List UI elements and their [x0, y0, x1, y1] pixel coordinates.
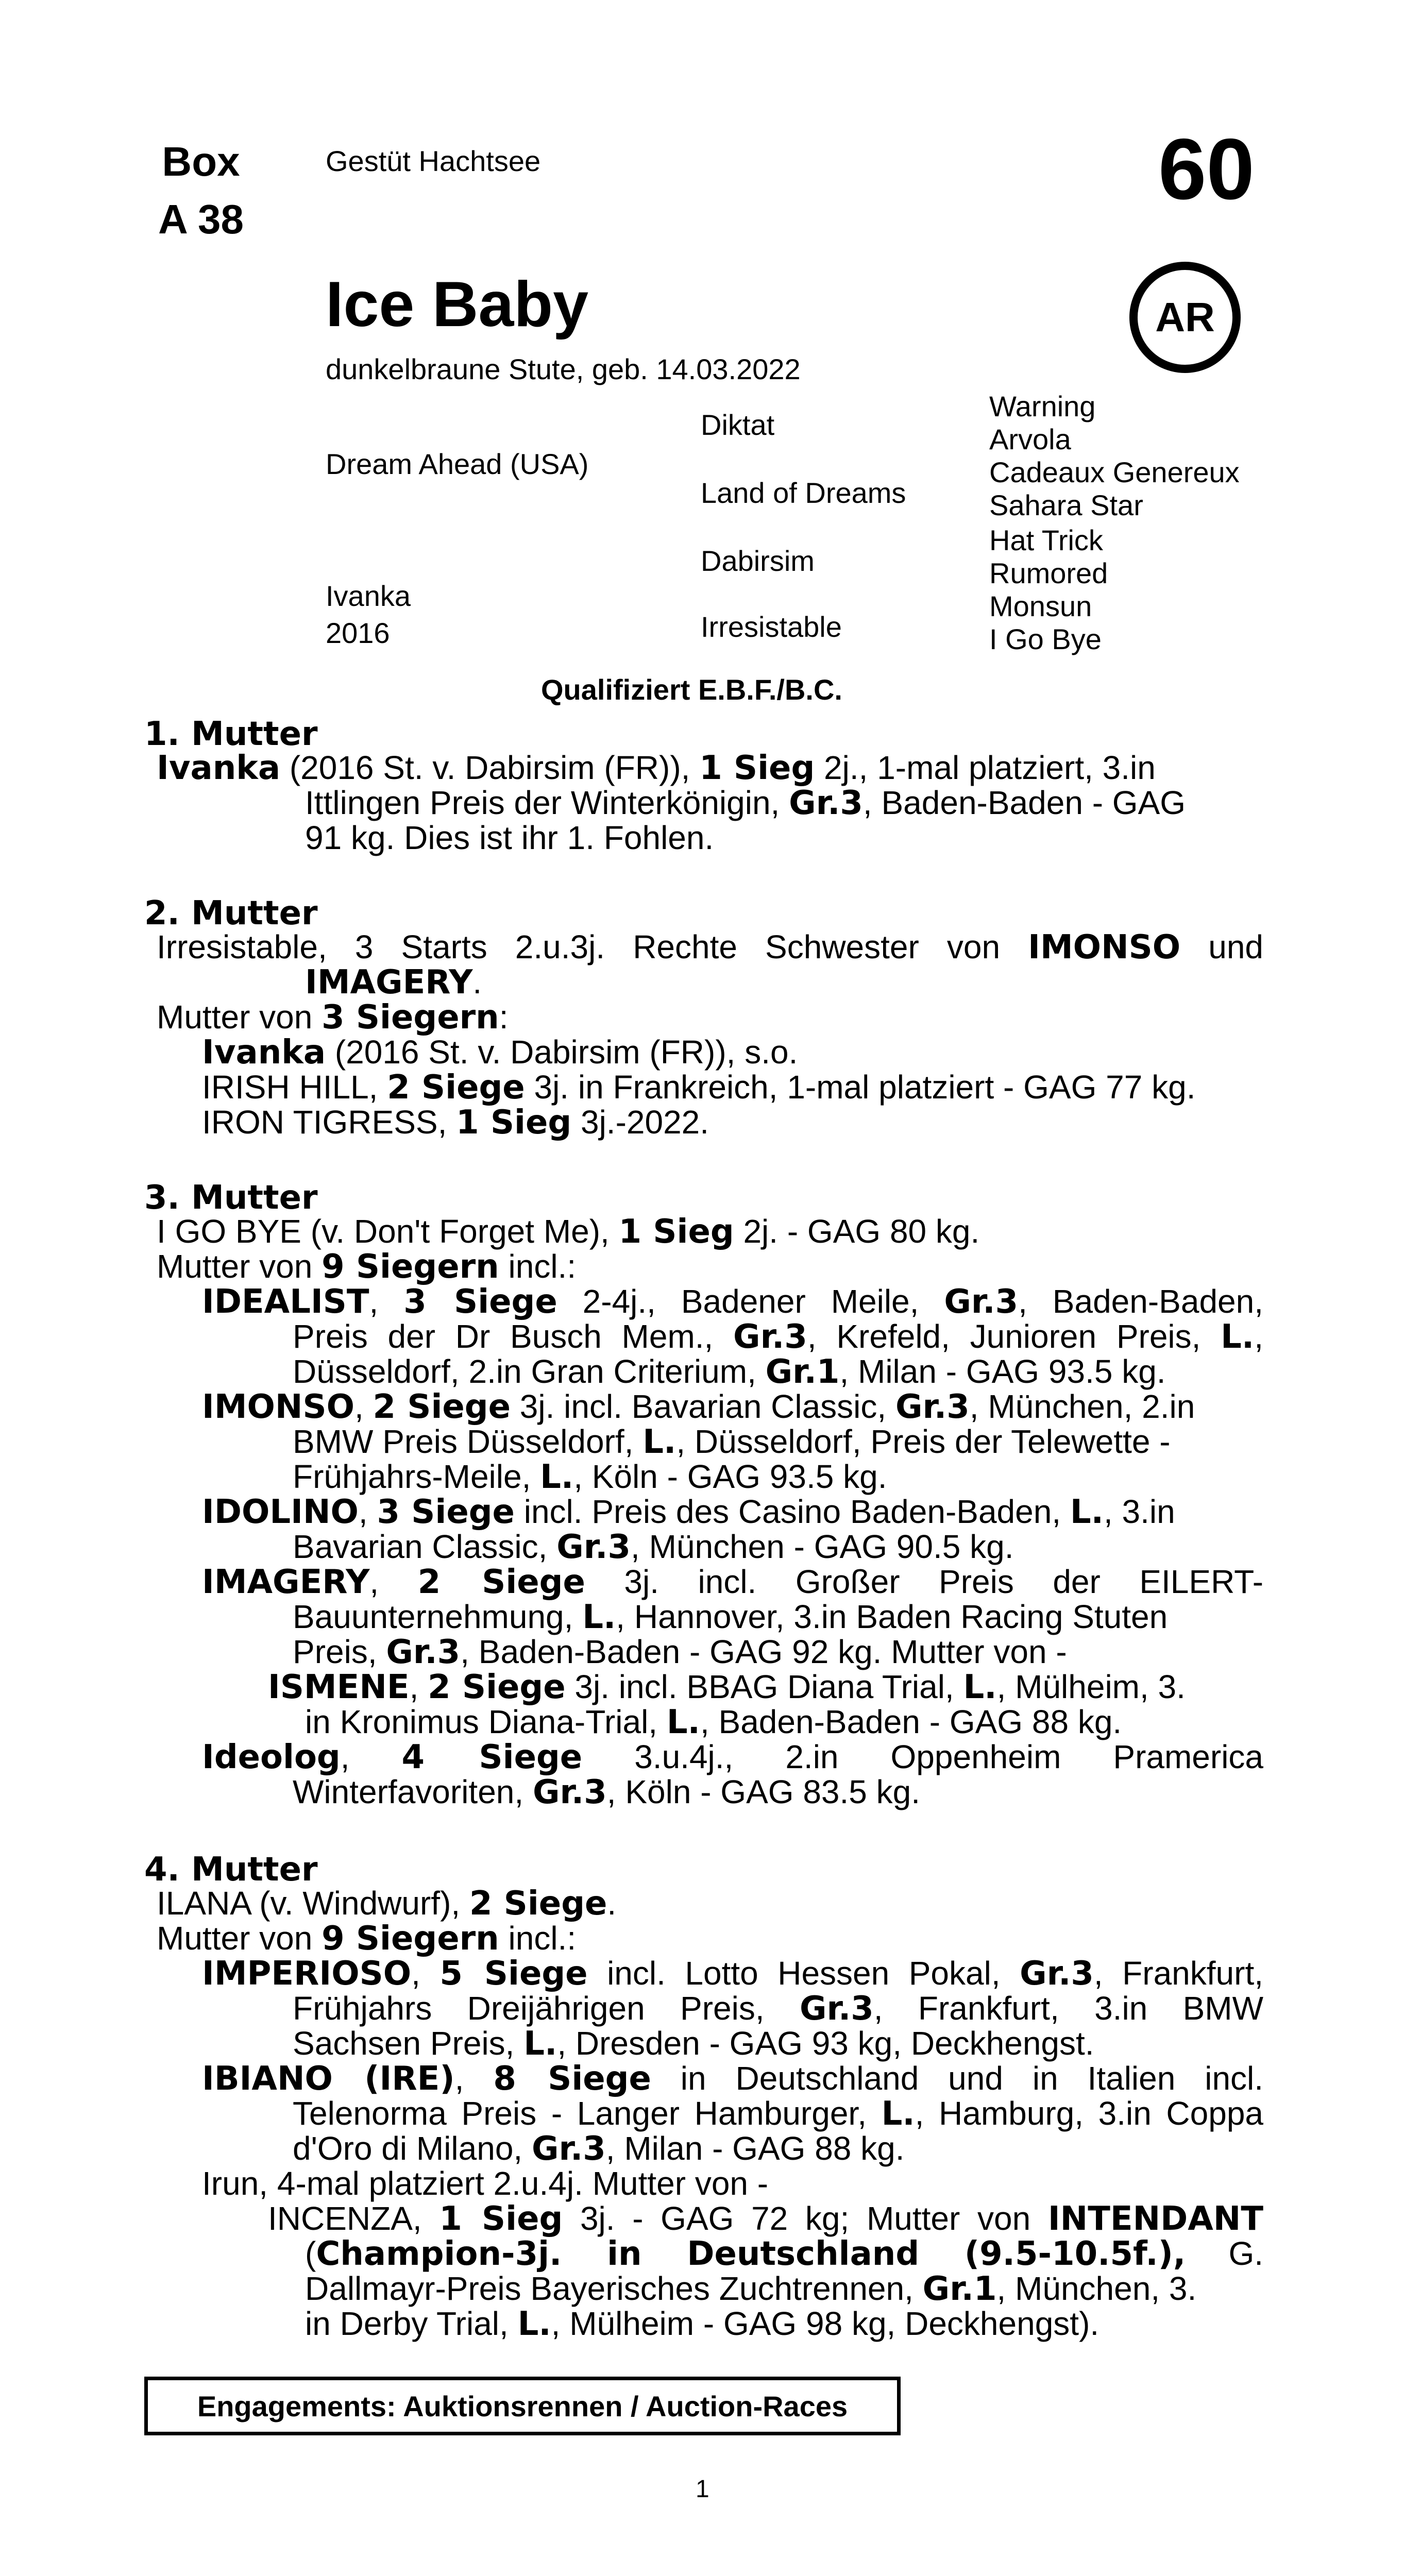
- text-line: Frühjahrs-Meile, L., Köln - GAG 93.5 kg.: [293, 1458, 887, 1496]
- page-number: 1: [696, 2476, 709, 2503]
- text-line: ILANA (v. Windwurf), 2 Siege.: [157, 1885, 617, 1923]
- text-line: Mutter von 9 Siegern incl.:: [157, 1248, 577, 1286]
- offspring-line: IMONSO, 2 Siege 3j. incl. Bavarian Classic, Gr.3, München, 2.in: [202, 1388, 1195, 1426]
- offspring-line: IDOLINO, 3 Siege incl. Preis des Casino Baden-Baden, L., 3.in: [202, 1493, 1175, 1531]
- section-title: 1. Mutter: [144, 715, 318, 753]
- text-line: Düsseldorf, 2.in Gran Criterium, Gr.1, Milan - GAG 93.5 kg.: [293, 1353, 1166, 1391]
- text-line: Bauunternehmung, L., Hannover, 3.in Baden Racing Stuten: [293, 1598, 1168, 1636]
- pedigree-great-grandparent: Hat Trick: [989, 524, 1103, 556]
- section-title: 2. Mutter: [144, 894, 318, 933]
- text-line: d'Oro di Milano, Gr.3, Milan - GAG 88 kg.: [293, 2130, 905, 2168]
- text-line: (Champion-3j. in Deutschland (9.5-10.5f.), G.: [305, 2235, 1263, 2273]
- offspring-line: IBIANO (IRE), 8 Siege in Deutschland und in Italien incl.: [202, 2060, 1264, 2098]
- text-line: BMW Preis Düsseldorf, L., Düsseldorf, Preis der Telewette -: [293, 1423, 1171, 1461]
- text-line: Sachsen Preis, L., Dresden - GAG 93 kg, Deckhengst.: [293, 2025, 1094, 2063]
- pedigree-great-grandparent: Monsun: [989, 590, 1092, 622]
- offspring-line: IMPERIOSO, 5 Siege incl. Lotto Hessen Pokal, Gr.3, Frankfurt,: [202, 1955, 1264, 1993]
- text-line: Preis, Gr.3, Baden-Baden - GAG 92 kg. Mutter von -: [293, 1633, 1067, 1671]
- offspring-line: INCENZA, 1 Sieg 3j. - GAG 72 kg; Mutter von INTENDANT: [268, 2200, 1263, 2238]
- pedigree-grandparent: Irresistable: [701, 611, 842, 643]
- lot-number: 60: [1158, 121, 1255, 217]
- text-line: I GO BYE (v. Don't Forget Me), 1 Sieg 2j. - GAG 80 kg.: [157, 1213, 980, 1251]
- text-line: IMAGERY.: [305, 963, 482, 1002]
- text-line: Telenorma Preis - Langer Hamburger, L., Hamburg, 3.in Coppa: [293, 2095, 1263, 2133]
- offspring-line: IRISH HILL, 2 Siege 3j. in Frankreich, 1-mal platziert - GAG 77 kg.: [202, 1069, 1196, 1107]
- text-line: Mutter von 9 Siegern incl.:: [157, 1920, 577, 1958]
- text-line: in Derby Trial, L., Mülheim - GAG 98 kg, Deckhengst).: [305, 2305, 1099, 2343]
- pedigree-grandparent: Dabirsim: [701, 545, 815, 577]
- text-line: Ivanka (2016 St. v. Dabirsim (FR)), 1 Sieg 2j., 1-mal platziert, 3.in: [157, 749, 1156, 787]
- breeder: Gestüt Hachtsee: [326, 145, 541, 177]
- text-line: Winterfavoriten, Gr.3, Köln - GAG 83.5 kg.: [293, 1773, 921, 1811]
- pedigree-great-grandparent: Arvola: [989, 423, 1071, 455]
- horse-description: dunkelbraune Stute, geb. 14.03.2022: [326, 353, 801, 385]
- horse-name-bold: Ivanka: [157, 749, 281, 787]
- pedigree-dam-year: 2016: [326, 617, 390, 649]
- ar-badge-text: AR: [1155, 294, 1215, 340]
- pedigree-great-grandparent: I Go Bye: [989, 623, 1102, 655]
- engagements-box: [144, 2377, 901, 2435]
- box-number: A 38: [158, 196, 244, 242]
- horse-name: Ice Baby: [326, 269, 589, 340]
- text-line: Bavarian Classic, Gr.3, München - GAG 90.5 kg.: [293, 1528, 1014, 1566]
- text-line: Ittlingen Preis der Winterkönigin, Gr.3, Baden-Baden - GAG: [305, 784, 1186, 822]
- offspring-line: Ideolog, 4 Siege 3.u.4j., 2.in Oppenheim Pramerica: [202, 1738, 1263, 1776]
- pedigree-great-grandparent: Cadeaux Genereux: [989, 456, 1240, 488]
- qualification: Qualifiziert E.B.F./B.C.: [541, 673, 842, 706]
- text-line: Mutter von 3 Siegern:: [157, 998, 509, 1037]
- engagements-text: Engagements: Auktionsrennen / Auction-Races: [197, 2389, 848, 2422]
- text-line: 91 kg. Dies ist ihr 1. Fohlen.: [305, 819, 714, 856]
- pedigree-sire: Dream Ahead (USA): [326, 448, 589, 480]
- offspring-line: ISMENE, 2 Siege 3j. incl. BBAG Diana Trial, L., Mülheim, 3.: [268, 1668, 1186, 1706]
- offspring-line: IMAGERY, 2 Siege 3j. incl. Großer Preis der EILERT-: [202, 1563, 1264, 1601]
- text-line: Irresistable, 3 Starts 2.u.3j. Rechte Schwester von IMONSO und: [157, 928, 1263, 967]
- pedigree-great-grandparent: Rumored: [989, 557, 1108, 589]
- text-line: Dallmayr-Preis Bayerisches Zuchtrennen, Gr.1, München, 3.: [305, 2270, 1197, 2308]
- pedigree-grandparent: Land of Dreams: [701, 477, 906, 509]
- text-line: Frühjahrs Dreijährigen Preis, Gr.3, Frankfurt, 3.in BMW: [293, 1990, 1263, 2028]
- ar-badge: [1129, 262, 1241, 373]
- offspring-line: IRON TIGRESS, 1 Sieg 3j.-2022.: [202, 1104, 709, 1142]
- pedigree-great-grandparent: Warning: [989, 390, 1096, 422]
- text-line: in Kronimus Diana-Trial, L., Baden-Baden - GAG 88 kg.: [305, 1703, 1122, 1741]
- pedigree-grandparent: Diktat: [701, 409, 775, 441]
- offspring-line: IDEALIST, 3 Siege 2-4j., Badener Meile, Gr.3, Baden-Baden,: [202, 1283, 1264, 1321]
- text-line: Preis der Dr Busch Mem., Gr.3, Krefeld, Junioren Preis, L.,: [293, 1318, 1264, 1356]
- section-title: 3. Mutter: [144, 1179, 318, 1217]
- section-title: 4. Mutter: [144, 1851, 318, 1889]
- pedigree-great-grandparent: Sahara Star: [989, 489, 1143, 521]
- pedigree-dam: Ivanka: [326, 580, 411, 612]
- offspring-line: Irun, 4-mal platziert 2.u.4j. Mutter von -: [202, 2165, 769, 2202]
- offspring-line: Ivanka (2016 St. v. Dabirsim (FR)), s.o.: [202, 1033, 798, 1072]
- box-label: Box: [162, 139, 240, 184]
